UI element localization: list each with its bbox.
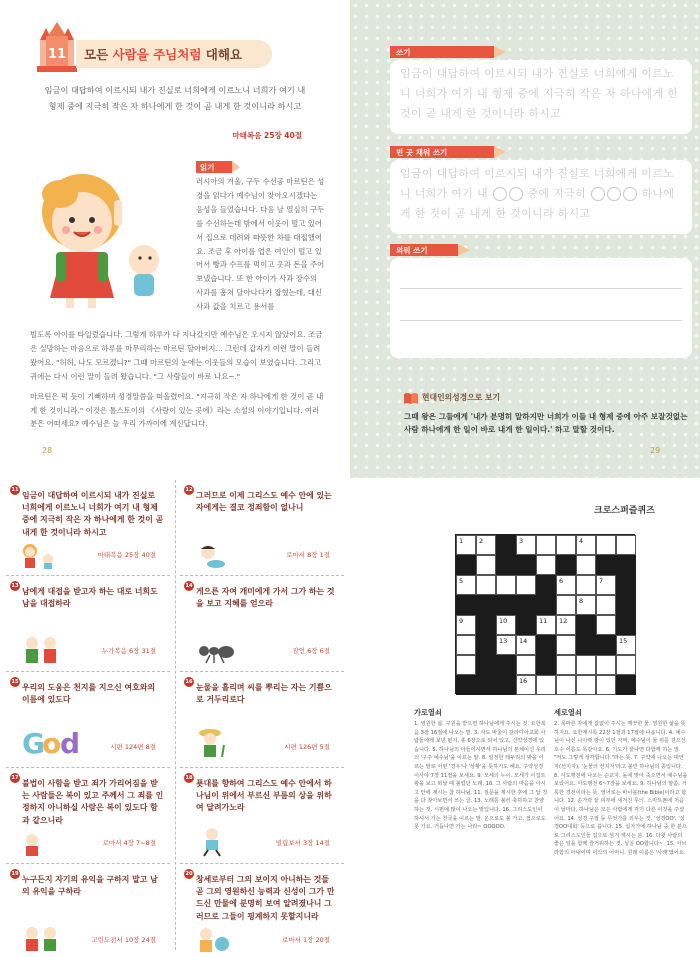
verse-reference: 마태복음 25장 40절 [232, 131, 302, 140]
crossword-cell[interactable] [616, 655, 636, 675]
crossword-cell[interactable]: 16 [516, 675, 536, 695]
svg-text:G: G [22, 727, 45, 759]
verse-card[interactable]: 17 불법이 사함을 받고 죄가 가리어짐을 받는 사람들은 복이 있고 주께서 그 죄를 인정하지 아니하실 사람은 복이 있도다 함과 같으니라 로마서 4장 7~8절 [6, 768, 170, 864]
boy-with-fish-icon [196, 543, 230, 569]
crossword-block [456, 675, 476, 695]
crossword-block [536, 595, 556, 615]
verse-card[interactable]: 20 창세로부터 그의 보이지 아니하는 것들 곧 그의 영원하신 능력과 신성이 그가 만드신 만물에 분명히 보여 알려졌나니 그러므로 그들이 핑계하지 못할지니라 로마서 1장 20절 [180, 864, 344, 957]
fill-guide-text: 임금이 대답하여 이르시되 내가 진실로 너희에게 이르노니 너희가 여기 내 중에 지극히 하나에게 한 것이 곧 내게 한 것이니라 하시고 [400, 167, 675, 220]
memo-write-box[interactable] [390, 258, 692, 358]
page-number-left: 28 [42, 446, 53, 455]
crossword-cell[interactable] [516, 655, 536, 675]
crossword-cell[interactable] [516, 575, 536, 595]
left-page [0, 0, 350, 478]
page-number-right: 29 [650, 446, 661, 455]
verse-card[interactable]: 11 임금이 대답하여 이르시되 내가 진실로 너희에게 이르노니 너희가 여기 내 형제 중에 지극히 작은 자 하나에게 한 것이 곧 내게 한 것이니라 하시고 마태복음 25장 40절 [6, 480, 170, 576]
crossword-block [596, 555, 616, 575]
verse-card[interactable]: 18 푯대를 향하여 그리스도 예수 안에서 하나님이 위에서 부르신 부름의 상을 위하여 달려가노라 빌립보서 3장 14절 [180, 768, 344, 864]
crossword-cell[interactable]: 12 [556, 615, 576, 635]
crossword-cell[interactable] [476, 555, 496, 575]
crossword-cell[interactable] [556, 595, 576, 615]
crossword-block [496, 675, 516, 695]
memo-label: 외워 쓰기 [396, 246, 428, 255]
fill-label: 빈 곳 채워 쓰기 [396, 148, 448, 157]
write-box[interactable] [390, 60, 692, 134]
verse-card[interactable]: 16 눈물을 흘리며 씨를 뿌리는 자는 기쁨으로 거두리로다 시편 126편 5절 [180, 672, 344, 768]
crossword-cell[interactable] [576, 575, 596, 595]
crossword-block [476, 595, 496, 615]
crossword-cell[interactable] [596, 595, 616, 615]
crossword-block [456, 555, 476, 575]
memory-verse: 임금이 대답하여 이르시되 내가 진실로 너희에게 이르노니 너희가 여기 내 형제 중에 지극히 작은 자 하나에게 한 것이 곧 내게 한 것이니라 하시고 [44, 85, 306, 111]
story-text: 러시아의 겨울, 구두 수선공 마르틴은 성경을 읽다가 예수님이 찾아오시겠다는 음성을 들었습니다. 다음 날 열심히 구두를 수선하는데 밖에서 이웃이 떨고 있어서 집으로 데려와 따뜻한 차를 대접했어요. 조금 후 아이를 업은 여인이 떨고 있어서 빵과 수프를 먹이고 옷과 돈을 주어 보냈습니다. 또 한 아이가 사과 장수의 사과를 훔쳐 달아나다가 잡혔는데, 대신 사과 값을 치르고 용서를 [196, 177, 325, 312]
crossword-block [616, 555, 636, 575]
blank-circle[interactable] [493, 187, 507, 201]
crossword-block [576, 635, 596, 655]
down-clues: 2. 목마른 자에게 값없이 주시는 깨끗한 물. 영원한 삶을 뜻하지요. 요한계시록 22장 1절과 17절에 나옵니다. 4. 예수님이 나신 나사렛 땅이 있던 지역, 예수님이 물 위를 걸으신 호수 이름도 똑같아요. 6. 기도가 끝나면 다함께 하는 말. "저도 그렇게 생각합니다."라는 뜻. 7. 구약에 나오는 대언자(선지자), '눈물의 선지자'라고 불린 하나님의 종입니다. 8. 사도행전에 나오는 순교자. 돌에 맞아 죽으면서 예수님을 보았어요. 사도행전 6~7장을 보세요. 9. 하나님의 말씀, 거룩한 경전이라는 뜻. 영어로는 바이블(the Bible)이라고 합니다. 12. 손가락 끝 피부에 새겨진 무늬. 스마트폰에 처음이 날마다, 하나님은 모든 사람에게 각기 다른 이것을 주셨어요. 14. 성경 구절 등 무엇가를 외우는 것. '성경OO', '성경OO대회' 등으로 씁니다. 15. 십자가에 하나님 중 한 분으로 그리스도인들 집으로 섬겨 계시는 분. 16. 다윗 사람의 좋은 일을 함께 즐거워하는 것. 성실 OO합니다~. 15. 아브라함의 아내이며 이삭의 어머니. 원래 이름은 '사래'였어요. [554, 721, 688, 856]
crossword-cell[interactable] [556, 535, 576, 555]
crossword-cell[interactable]: 5 [456, 575, 476, 595]
down-clues-title: 세로열쇠 [554, 708, 582, 717]
crossword-cell[interactable]: 10 [496, 615, 516, 635]
crossword-block [496, 655, 516, 675]
kid-with-globe-icon [196, 926, 230, 954]
crossword-block [476, 615, 496, 635]
crossword-title: 크로스퍼즐퀴즈 [594, 506, 655, 516]
crossword-cell[interactable] [556, 655, 576, 675]
book-icon [404, 392, 418, 404]
crossword-block [496, 555, 516, 575]
blank-circle[interactable] [607, 187, 621, 201]
crossword-block [476, 635, 496, 655]
crossword-cell[interactable] [456, 655, 476, 675]
crossword-cell[interactable]: 7 [596, 575, 616, 595]
two-kids-icon [22, 926, 62, 954]
crossword-cell[interactable] [556, 635, 576, 655]
across-clues: 1. 영원한 삶. 구원을 받으면 하나님에게 주시는 것. 요한복음 3장 16절에 나오는 말. 3. 사도 바울이 갈라디아교회 사람들에게 보낸 편지. 총 6장으로 되어 있고, 신약성경에 있습니다. 5. 하나님의 아들이시면서 하나님의 본체이신 우리의 '구주 예수님'을 이르는 말. 8. 일정한 테두리의 밖을 이르는 말로 어떤 '경우'나 '상황'을 뜻하기도 해요. 구약성경 이사야 7장 11절을 보세요. 9. 모세의 누이. 모세가 이집트 왕을 보고 떠날 때 불렀던 노래. 10. 그 사람의 마음을 아시고 안에 계시는 참 하나님. 11. 질문을 제시한 후에 그 답 것을 다 찾아보면서 쓰는 글. 13. 노래를 불러 축하하고 찬양하는 것. 시편에 많이 나오는 말입니다. 16. 그리스도인이 하셔서 가는 천국을 이르는 말. 온으로도 볼 가고, 접으로도 못 가요. 거듭나면 가는 나라~ OOOOO. [414, 721, 548, 831]
crossword-block [496, 535, 516, 555]
crossword-block [616, 575, 636, 595]
crossword-cell[interactable]: 4 [576, 535, 596, 555]
blank-circle[interactable] [623, 187, 637, 201]
crossword-cell[interactable] [616, 535, 636, 555]
crossword-cell[interactable] [596, 655, 616, 675]
girl-and-baby-icon [22, 543, 56, 569]
read-label: 읽기 [200, 163, 215, 172]
girl-and-baby-illustration [22, 160, 172, 310]
across-clues-title: 가로열쇠 [414, 708, 442, 717]
crossword-cell[interactable] [596, 675, 616, 695]
crossword-block [476, 675, 496, 695]
crossword-cell[interactable] [536, 555, 556, 575]
crossword-block [536, 575, 556, 595]
crossword-block [596, 635, 616, 655]
ant-icon [196, 635, 236, 665]
page-title: 모든 사람을 주님처럼 대해요 [84, 47, 242, 62]
crossword-cell[interactable]: 8 [576, 595, 596, 615]
crossword-grid [455, 534, 635, 694]
crossword-cell[interactable] [556, 675, 576, 695]
two-kids-icon [22, 635, 62, 665]
crossword-cell[interactable]: 6 [556, 575, 576, 595]
crossword-cell[interactable]: 2 [476, 535, 496, 555]
svg-text:o: o [42, 727, 62, 759]
crossword-cell[interactable] [536, 675, 556, 695]
fill-blank-box[interactable] [390, 160, 692, 234]
crossword-block [516, 595, 536, 615]
verse-card[interactable]: 15 우리의 도움은 천지를 지으신 여호와의 이름에 있도다 G o d 시편 124편 8절 [6, 672, 170, 768]
crossword-block [576, 615, 596, 635]
crossword-block [556, 555, 576, 575]
story-text-continued: 빌도록 아이를 타일렀습니다. 그렇게 하루가 다 지나갔지만 예수님은 오시지 않았어요. 조금은 실망하는 마음으로 하루를 마무리하는 마르틴 할아버지… 그런데 갑자기 이런 말이 들려 왔어요. "허허, 나도 모르겠니?" 그때 마르틴의 눈에는 이웃들의 모습이 보였습니다. 그리고 귀에는 다시 이런 말이 들려 왔습니다. "그 사람들이 바로 나요~." 마르틴은 퍽 듯이 기뻐하며 성경말씀을 떠올렸어요. "지극히 작은 자 하나에게 한 것이 곧 내게 한 것이니라." 이것은 톨스토이의 《사랑이 있는 곳에》라는 소설의 이야기입니다. 여러분은 어떠세요? 예수님은 늘 우리 가까이에 계신답니다. [30, 330, 324, 429]
crossword-cell[interactable] [476, 575, 496, 595]
crossword-cell[interactable] [536, 535, 556, 555]
crossword-block [516, 615, 536, 635]
writing-line [400, 320, 682, 321]
child-icon [22, 833, 56, 857]
modern-version-text: 그때 왕은 그들에게 '내가 분명히 말하지만 너희가 이들 내 형제 중에 아주 보잘것없는 사람 하나에게 한 일이 바로 내게 한 일이다.' 하고 말할 것이다. [404, 412, 688, 434]
crossword-cell[interactable]: 3 [516, 535, 536, 555]
crossword-cell[interactable] [576, 655, 596, 675]
cut-line [175, 480, 176, 950]
crossword-cell[interactable] [596, 535, 616, 555]
crossword-cell[interactable] [576, 675, 596, 695]
writing-line [400, 288, 682, 289]
crossword-block [536, 635, 556, 655]
verse-card[interactable]: 12 그러므로 이제 그리스도 예수 안에 있는 자에게는 결코 정죄함이 없나니 로마서 8장 1절 [180, 480, 344, 576]
crossword-block [496, 595, 516, 615]
crossword-block [516, 555, 536, 575]
crossword-block [476, 655, 496, 675]
farmer-icon [196, 727, 230, 761]
crossword-block [616, 675, 636, 695]
crossword-cell[interactable]: 15 [616, 635, 636, 655]
crossword-cell[interactable]: 14 [516, 635, 536, 655]
running-boy-icon [196, 827, 232, 857]
crossword-block [456, 595, 476, 615]
crossword-cell[interactable]: 9 [456, 615, 476, 635]
crossword-cell[interactable]: 11 [536, 615, 556, 635]
write-label: 쓰기 [396, 48, 411, 57]
crossword-block [616, 615, 636, 635]
verse-card[interactable]: 14 게으른 자여 개미에게 가서 그가 하는 것을 보고 지혜를 얻으라 잠언 6장 6절 [180, 576, 344, 672]
verse-card[interactable]: 19 누구든지 자기의 유익을 구하지 말고 남의 유익을 구하라 고린도전서 10장 24절 [6, 864, 170, 957]
crossword-cell[interactable]: 1 [456, 535, 476, 555]
crossword-cell[interactable] [596, 615, 616, 635]
write-guide-text: 임금이 대답하여 이르시되 내가 진실로 너희에게 이르노니 너희가 여기 내 형제 중에 지극히 작은 자 하나에게 한 것이 곧 내게 한 것이니라 하시고 [400, 67, 679, 120]
crossword-cell[interactable] [576, 555, 596, 575]
blank-circle[interactable] [509, 187, 523, 201]
crossword-cell[interactable] [496, 575, 516, 595]
god-word-art [22, 725, 82, 759]
lesson-number: 11 [48, 47, 67, 62]
crossword-cell[interactable] [456, 635, 476, 655]
svg-text:d: d [60, 727, 81, 759]
modern-version-label: 현대인의성경으로 보기 [422, 393, 501, 402]
verse-card[interactable]: 13 남에게 대접을 받고자 하는 대로 너희도 남을 대접하라 누가복음 6장 31절 [6, 576, 170, 672]
blank-circle[interactable] [591, 187, 605, 201]
crossword-block [536, 655, 556, 675]
crossword-block [616, 595, 636, 615]
crossword-cell[interactable]: 13 [496, 635, 516, 655]
